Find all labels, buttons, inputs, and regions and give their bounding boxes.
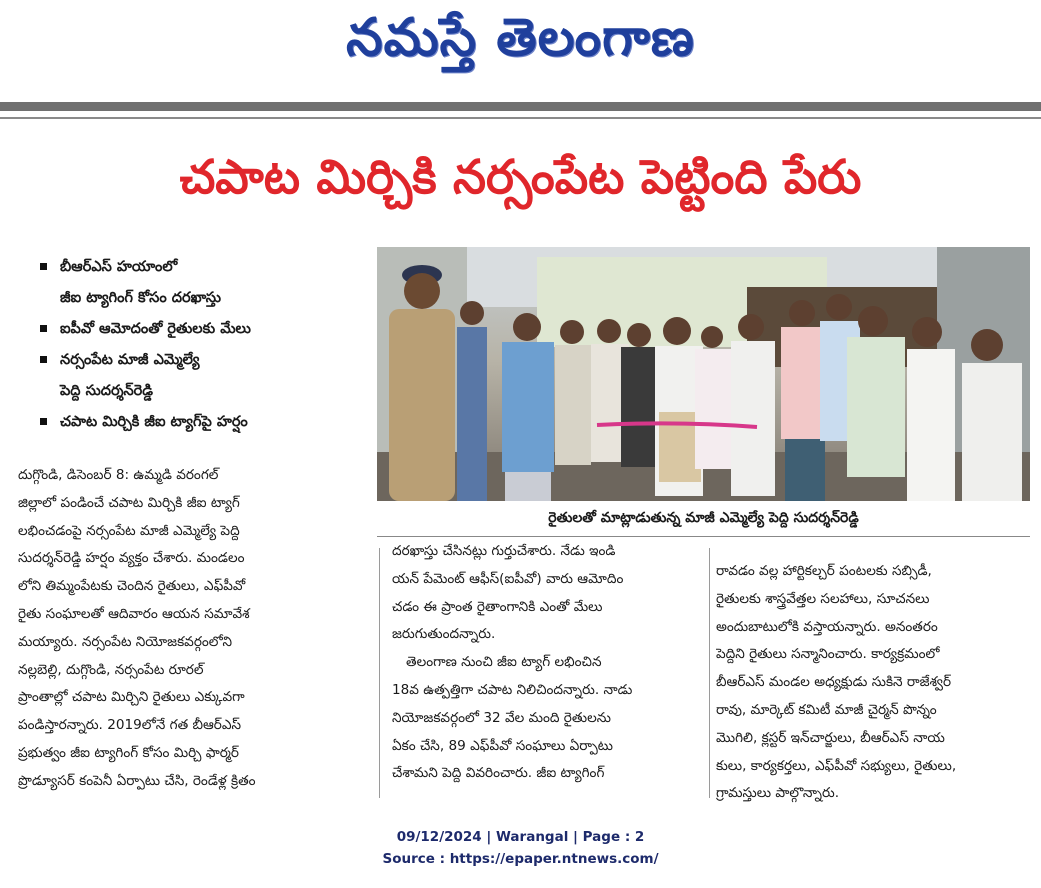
footer-dateline: 09/12/2024 | Warangal | Page : 2 [396, 829, 645, 845]
article-line: ప్రభుత్వం జీఐ ట్యాగింగ్ కోసం మిర్చి ఫార్మర్ [18, 744, 239, 761]
article-line: అందుబాటులోకి వస్తాయన్నారు. అనంతరం [716, 618, 938, 635]
article-line: లోని తిమ్మంపేటకు చెందిన రైతులు, ఎఫ్‌పీవో [18, 578, 246, 595]
news-photo [377, 247, 1030, 501]
article-line: రైతు సంఘాలతో ఆదివారం ఆయన సమావేశ [18, 605, 250, 622]
highlight-item: ఐపీవో ఆమోదంతో రైతులకు మేలు [38, 314, 368, 345]
footer-source-link[interactable]: Source : https://epaper.ntnews.com/ [382, 851, 659, 867]
highlight-item-continuation: జీఐ ట్యాగింగ్ కోసం దరఖాస్తు [60, 290, 221, 306]
article-headline: చపాట మిర్చికి నర్సంపేట పెట్టింది పేరు [179, 150, 862, 205]
article-line: జిల్లాలో పండించే చపాట మిర్చికి జీఐ ట్యాగ్ [18, 494, 240, 511]
highlight-item-continuation: పెద్ది సుదర్శన్‌రెడ్డి [60, 383, 154, 399]
article-line: కులు, కార్యకర్తలు, ఎఫ్‌పీవో సభ్యులు, రైతులు, [716, 757, 957, 774]
article-line: మయ్యారు. నర్సంపేట నియోజకవర్గంలోని [18, 633, 232, 650]
article-line: ప్రొడ్యూసర్ కంపెనీ ఏర్పాటు చేసి, రెండేళ్ల క్రితం [18, 772, 256, 789]
highlights-list [38, 252, 368, 438]
article-line: చడం ఈ ప్రాంత రైతాంగానికి ఎంతో మేలు [392, 598, 603, 615]
column-divider [709, 548, 710, 798]
masthead-divider [0, 102, 1041, 111]
article-line: పెద్దిని రైతులు సన్మానించారు. కార్యక్రమంలో [716, 646, 940, 663]
column-divider [379, 548, 380, 798]
bullet-square-icon [40, 418, 47, 425]
masthead-divider-thin [0, 117, 1041, 119]
article-line: నియోజకవర్గంలో 32 వేల మంది రైతులను [392, 709, 612, 726]
article-line: నల్లబెల్లి, దుగ్గొండి, నర్సంపేట రూరల్ [18, 661, 204, 678]
bullet-square-icon [40, 263, 47, 270]
article-line: జరుగుతుందన్నారు. [392, 626, 496, 643]
article-line: దరఖాస్తు చేసినట్లు గుర్తుచేశారు. నేడు ఇండి [392, 543, 616, 559]
newspaper-logo: నమస్తే తెలంగాణ [346, 8, 695, 68]
article-column-3 [716, 558, 1028, 808]
article-line: మొగిలి, క్లస్టర్ ఇన్‌చార్జులు, బీఆర్ఎస్ నాయ [716, 729, 945, 746]
article-line: లభించడంపై నర్సంపేట మాజీ ఎమ్మెల్యే పెద్ది [18, 522, 240, 539]
highlight-item: చపాట మిర్చికి జీఐ ట్యాగ్‌పై హర్షం [38, 407, 368, 438]
bullet-square-icon [40, 325, 47, 332]
article-line: దుగ్గొండి, డిసెంబర్ 8: ఉమ్మడి వరంగల్ [18, 467, 219, 483]
page-footer [0, 826, 1041, 870]
photo-caption: రైతులతో మాట్లాడుతున్న మాజీ ఎమ్మెల్యే పెద్ది సుదర్శన్‌రెడ్డి [548, 510, 859, 526]
bullet-square-icon [40, 356, 47, 363]
masthead [0, 0, 1041, 102]
article-line: రైతులకు శాస్త్రవేత్తల సలహాలు, సూచనలు [716, 590, 930, 607]
highlight-item: నర్సంపేట మాజీ ఎమ్మెల్యే [38, 345, 368, 376]
article-line: రావడం వల్ల హార్టికల్చర్ పంటలకు సబ్సిడీ, [716, 563, 932, 579]
article-line: పండిస్తారన్నారు. 2019లోనే గత బీఆర్ఎస్ [18, 717, 242, 734]
article-line: సుదర్శన్‌రెడ్డి హర్షం వ్యక్తం చేశారు. మండలం [18, 550, 245, 567]
article-column-2 [392, 538, 704, 788]
article-line: ఏకం చేసి, 89 ఎఫ్‌పీవో సంఘాలు ఏర్పాటు [392, 737, 613, 754]
article-line: గ్రామస్తులు పాల్గొన్నారు. [716, 785, 840, 802]
article-line: తెలంగాణ నుంచి జీఐ ట్యాగ్ లభించిన [406, 654, 602, 671]
article-line: 18వ ఉత్పత్తిగా చపాట నిలిచిందన్నారు. నాడు [392, 681, 633, 698]
photo-scene [377, 247, 1030, 501]
article-line: బీఆర్ఎస్ మండల అధ్యక్షుడు సుకినె రాజేశ్వర్ [716, 674, 952, 691]
article-line: చేశామని పెద్ది వివరించారు. జీఐ ట్యాగింగ్ [392, 765, 605, 782]
article-line: రావు, మార్కెట్ కమిటీ మాజీ చైర్మన్ పొన్నం [716, 701, 937, 718]
highlight-item: బీఆర్ఎస్ హయాంలో [38, 252, 368, 283]
caption-divider [377, 536, 1030, 537]
article-line: ప్రాంతాల్లో చపాట మిర్చిని రైతులు ఎక్కువగా [18, 689, 245, 706]
article-line: యన్ పేమెంట్ ఆఫీస్(ఐపీవో) వారు ఆమోదిం [392, 570, 624, 587]
article-column-1 [18, 462, 368, 796]
